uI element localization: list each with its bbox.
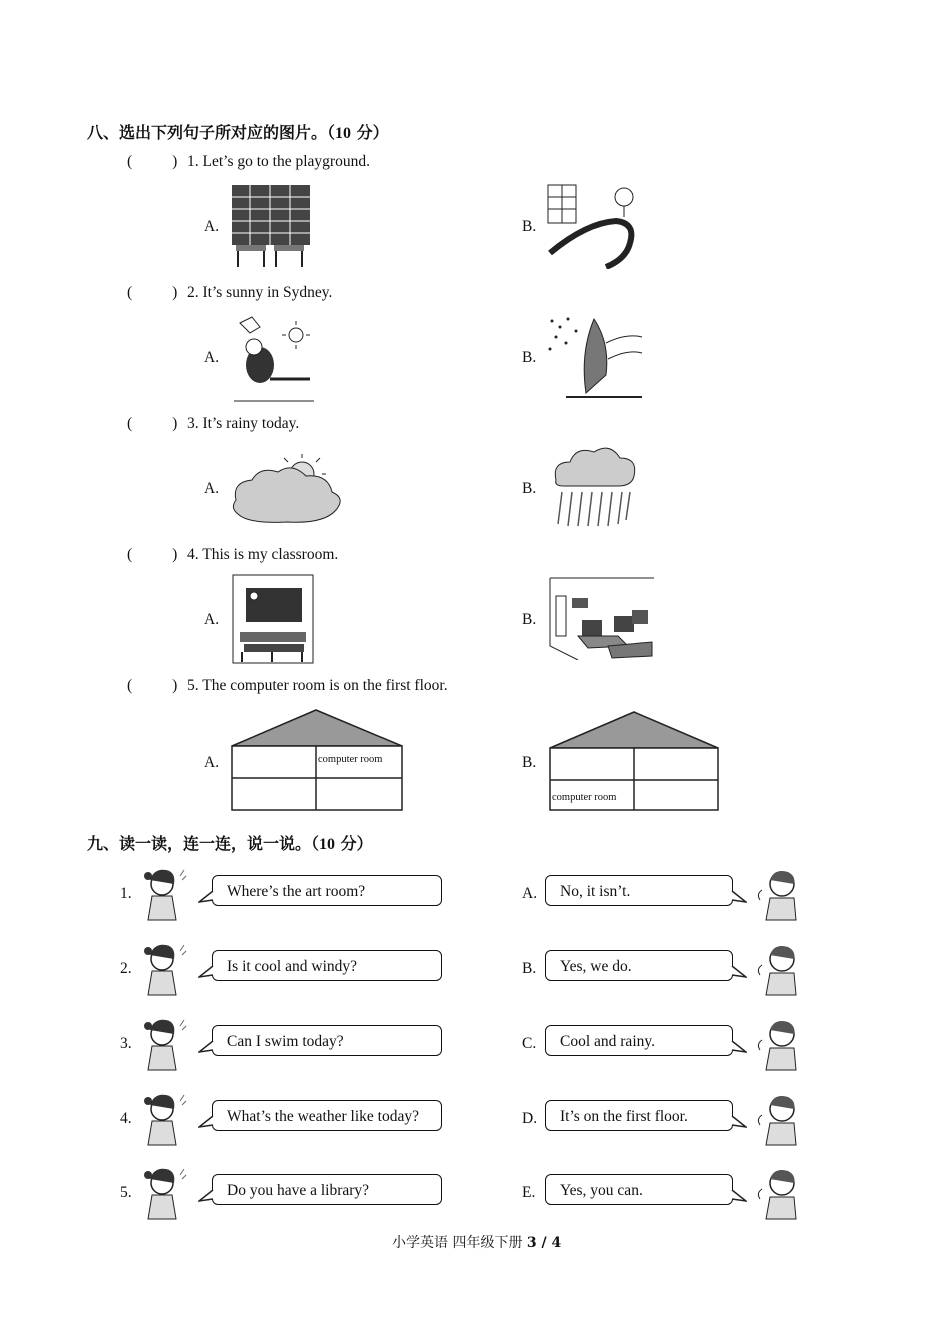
right-item-letter: C.: [522, 1035, 537, 1052]
house-a-picture[interactable]: [230, 708, 404, 812]
section-9-title: 九、读一读，连一连，说一说。（10 分）: [87, 834, 373, 853]
page-footer: 小学英语 四年级下册 3 / 4: [392, 1235, 562, 1251]
question-bubble[interactable]: Where’s the art room?: [212, 875, 442, 906]
question-bubble[interactable]: Can I swim today?: [212, 1025, 442, 1056]
answer-bubble[interactable]: Cool and rainy.: [545, 1025, 733, 1056]
option-b-label: B.: [522, 218, 537, 235]
bubble-tail-icon: [198, 965, 214, 979]
answer-bubble[interactable]: No, it isn’t.: [545, 875, 733, 906]
option-a-label: A.: [204, 218, 220, 235]
left-item-number: 2.: [120, 960, 132, 977]
answer-bubble[interactable]: Yes, you can.: [545, 1174, 733, 1205]
bubble-tail-icon: [731, 1189, 747, 1203]
answer-blank[interactable]: ( ): [127, 415, 178, 432]
girl-icon: [140, 1016, 190, 1072]
playground-picture[interactable]: [546, 183, 638, 269]
bubble-tail-icon: [731, 1115, 747, 1129]
answer-blank[interactable]: ( ): [127, 153, 178, 170]
left-item-number: 1.: [120, 885, 132, 902]
option-b-label: B.: [522, 611, 537, 628]
bubble-tail-icon: [198, 1189, 214, 1203]
house-room-label: computer room: [552, 792, 617, 803]
house-room-label: computer room: [318, 754, 383, 765]
answer-blank[interactable]: ( ): [127, 284, 178, 301]
bubble-tail-icon: [731, 965, 747, 979]
left-item-number: 4.: [120, 1110, 132, 1127]
computer-room-picture[interactable]: [548, 576, 656, 660]
question-bubble[interactable]: Is it cool and windy?: [212, 950, 442, 981]
bubble-tail-icon: [731, 890, 747, 904]
classroom-picture[interactable]: [232, 574, 314, 664]
option-b-label: B.: [522, 349, 537, 366]
question-3: ( ) 3. It’s rainy today.: [127, 415, 300, 432]
library-picture[interactable]: [230, 183, 312, 269]
boy-icon: [754, 1165, 804, 1221]
question-bubble[interactable]: What’s the weather like today?: [212, 1100, 442, 1131]
answer-bubble[interactable]: Yes, we do.: [545, 950, 733, 981]
girl-icon: [140, 1091, 190, 1147]
left-item-number: 5.: [120, 1184, 132, 1201]
option-a-label: A.: [204, 349, 220, 366]
section-8-title: 八、选出下列句子所对应的图片。（10 分）: [87, 123, 389, 142]
option-a-label: A.: [204, 611, 220, 628]
question-5: ( ) 5. The computer room is on the first floor.: [127, 677, 448, 694]
sunny-picture[interactable]: [230, 313, 316, 403]
girl-icon: [140, 1165, 190, 1221]
boy-icon: [754, 1016, 804, 1072]
windy-picture[interactable]: [546, 313, 644, 403]
option-b-label: B.: [522, 480, 537, 497]
bubble-tail-icon: [198, 890, 214, 904]
question-2: ( ) 2. It’s sunny in Sydney.: [127, 284, 333, 301]
question-bubble[interactable]: Do you have a library?: [212, 1174, 442, 1205]
right-item-letter: A.: [522, 885, 538, 902]
girl-icon: [140, 866, 190, 922]
bubble-tail-icon: [198, 1115, 214, 1129]
cloudy-sun-picture[interactable]: [228, 448, 346, 528]
boy-icon: [754, 941, 804, 997]
question-4: ( ) 4. This is my classroom.: [127, 546, 339, 563]
answer-blank[interactable]: ( ): [127, 546, 178, 563]
bubble-tail-icon: [731, 1040, 747, 1054]
option-a-label: A.: [204, 480, 220, 497]
page-number: 3 / 4: [526, 1235, 562, 1251]
house-b-picture[interactable]: [548, 708, 722, 812]
answer-bubble[interactable]: It’s on the first floor.: [545, 1100, 733, 1131]
rainy-picture[interactable]: [548, 440, 638, 532]
answer-blank[interactable]: ( ): [127, 677, 178, 694]
bubble-tail-icon: [198, 1040, 214, 1054]
left-item-number: 3.: [120, 1035, 132, 1052]
right-item-letter: E.: [522, 1184, 536, 1201]
right-item-letter: D.: [522, 1110, 538, 1127]
option-a-label: A.: [204, 754, 220, 771]
boy-icon: [754, 1091, 804, 1147]
right-item-letter: B.: [522, 960, 537, 977]
boy-icon: [754, 866, 804, 922]
question-1: ( ) 1. Let’s go to the playground.: [127, 153, 370, 170]
option-b-label: B.: [522, 754, 537, 771]
girl-icon: [140, 941, 190, 997]
